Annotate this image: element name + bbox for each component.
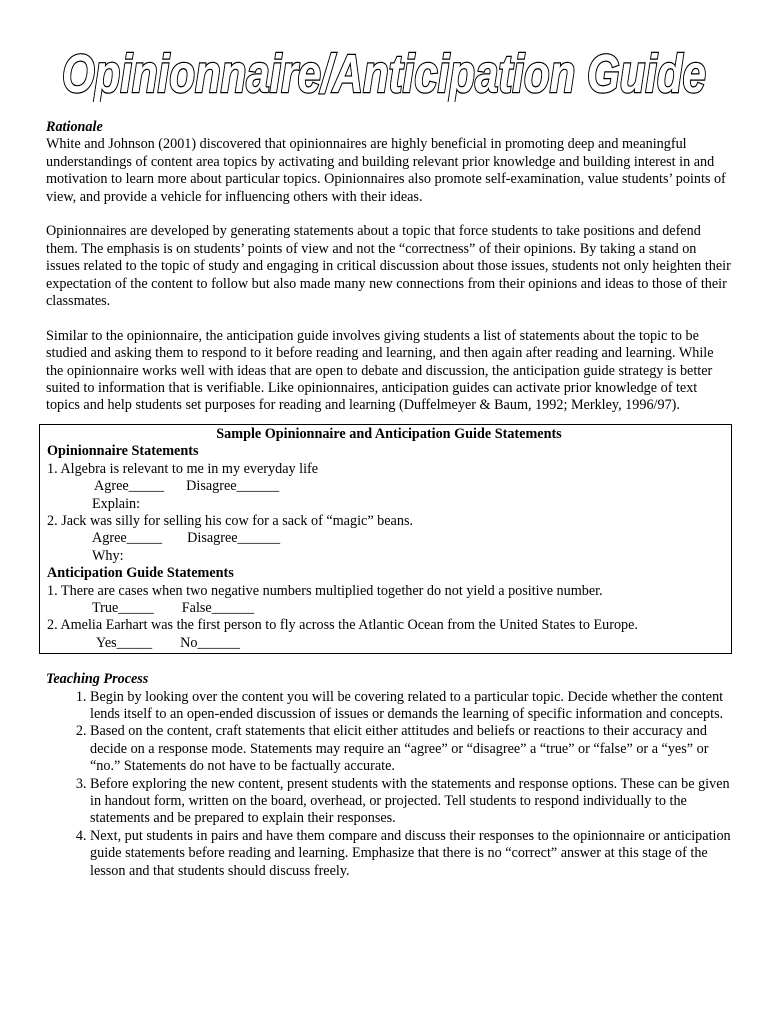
response-options: [47, 600, 731, 617]
title-text-inner: Opinionnaire/Anticipation Guide: [62, 44, 706, 102]
yes-option: Yes_____: [96, 634, 153, 651]
response-options: [47, 478, 731, 495]
disagree-option: Disagree______: [187, 530, 281, 547]
anticipation-statement-1: 1. There are cases when two negative numbers multiplied together do not yield a positive number.: [47, 582, 603, 599]
rationale-section: [46, 119, 732, 415]
rationale-paragraph: White and Johnson (2001) discovered that opinionnaires are highly beneficial in promoting deep and meaningful understandings of content area topics by activating and building relevant prior knowledge and building interest in and motivation to learn more about particular topics. Opinionnaires also promote self-examination, value students’ points of view, and provide a vehicle for influencing others with their ideas.: [46, 136, 726, 205]
rationale-heading: Rationale: [46, 119, 103, 135]
anticipation-statement-2: 2. Amelia Earhart was the first person to fly across the Atlantic Ocean from the United States to Europe.: [47, 617, 638, 634]
teaching-steps: [46, 689, 732, 880]
list-item: 4. Next, put students in pairs and have them compare and discuss their responses to the opinionnaire or anticipation guide statements before reading and learning. Emphasize that there is no “correct” answer at this stage of the lesson and that students should discuss freely.: [90, 828, 732, 880]
agree-option: Agree_____: [92, 530, 163, 547]
teaching-section: [46, 671, 732, 880]
disagree-option: Disagree______: [186, 478, 280, 495]
title-text: Opinionnaire/Anticipation Guide: [62, 44, 706, 102]
list-item: 1. Begin by looking over the content you will be covering related to a particular topic. Decide whether the content lends itself to an open-ended discussion of issues or demands the learning of specific information and concepts.: [90, 689, 732, 724]
no-option: No______: [180, 634, 241, 651]
rationale-paragraph: Opinionnaires are developed by generating statements about a topic that force students to take positions and defend them. The emphasis is on students’ points of view and not the “correctness” of their opinions. By taking a stand on issues related to the topic of study and engaging in critical discussion about those issues, students not only heighten their expectation of the content to follow but also made many new connections from their opinions and ideas to those of their classmates.: [46, 223, 731, 310]
true-option: True_____: [92, 599, 154, 616]
rationale-paragraph: Similar to the opinionnaire, the anticipation guide involves giving students a list of statements about the topic to be studied and asking them to respond to it before reading and learning, and then again after reading and learning. While the opinionnaire works well with ideas that are open to debate and discussion, the anticipation guide strategy is better suited to information that is verifiable. Like opinionnaires, anticipation guides can activate prior knowledge of text topics and help students set purposes for reading and learning (Duffelmeyer & Baum, 1992; Merkley, 1996/97).: [46, 327, 714, 414]
content: [46, 119, 732, 880]
agree-option: Agree_____: [94, 478, 165, 495]
opinionnaire-statement-1: 1. Algebra is relevant to me in my everyday life: [47, 460, 319, 477]
title-graphic: [60, 40, 710, 102]
list-item: 2. Based on the content, craft statements that elicit either attitudes and beliefs or reactions to their accuracy and decide on a response mode. Statements may require an “agree” or “disagree” a “true” or “false” or a “yes” or “no.” Statements do not have to be factually accurate.: [90, 723, 732, 775]
opinionnaire-statement-2: 2. Jack was silly for selling his cow for a sack of “magic” beans.: [47, 512, 414, 529]
anticipation-heading: Anticipation Guide Statements: [47, 565, 234, 582]
explain-prompt: Explain:: [92, 495, 141, 512]
response-options: [47, 530, 731, 547]
sample-statements-box: [39, 424, 732, 654]
list-item: 3. Before exploring the new content, present students with the statements and response options. These can be given in handout form, written on the board, overhead, or projected. Tell students to respond individually to the statements and be prepared to explain their responses.: [90, 776, 732, 828]
false-option: False______: [181, 599, 255, 616]
response-options: [47, 635, 731, 652]
why-prompt: Why:: [92, 547, 124, 564]
box-title: Sample Opinionnaire and Anticipation Guide Statements: [216, 425, 562, 442]
page-title: [60, 40, 710, 102]
opinionnaire-heading: Opinionnaire Statements: [47, 443, 199, 460]
teaching-heading: Teaching Process: [46, 671, 149, 688]
